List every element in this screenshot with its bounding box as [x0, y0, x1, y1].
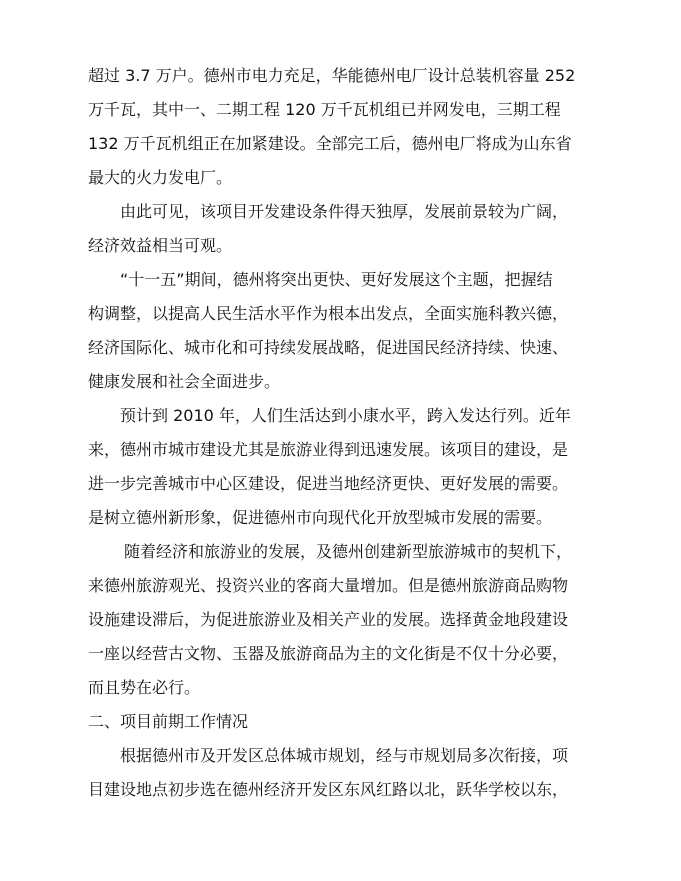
text-line: 一座以经营古文物、玉器及旅游商品为主的文化街是不仅十分必要，: [88, 644, 569, 663]
text-line: 进一步完善城市中心区建设，促进当地经济更快、更好发展的需要。: [88, 474, 569, 493]
text-line: 健康发展和社会全面进步。: [88, 372, 281, 391]
text-line: 预计到 2010 年，人们生活达到小康水平，跨入发达行列。近年: [120, 406, 571, 425]
text-line: 超过 3.7 万户。德州市电力充足，华能德州电厂设计总装机容量 252: [88, 66, 576, 85]
text-line: 根据德州市及开发区总体城市规划，经与市规划局多次衔接，项: [120, 746, 569, 765]
text-line: 目建设地点初步选在德州经济开发区东风红路以北，跃华学校以东，: [88, 780, 569, 799]
text-line: 132 万千瓦机组正在加紧建设。全部完工后，德州电厂将成为山东省: [88, 134, 572, 153]
text-line: 经济效益相当可观。: [88, 236, 233, 255]
section-heading: 二、项目前期工作情况: [88, 712, 249, 731]
text-line: 万千瓦，其中一、二期工程 120 万千瓦机组已并网发电，三期工程: [88, 100, 561, 119]
text-line: 而且势在必行。: [88, 678, 201, 697]
text-line: “十一五”期间，德州将突出更快、更好发展这个主题，把握结: [120, 270, 553, 289]
text-line: 随着经济和旅游业的发展，及德州创建新型旅游城市的契机下，: [124, 542, 573, 561]
text-line: 来德州旅游观光、投资兴业的客商大量增加。但是德州旅游商品购物: [88, 576, 569, 595]
text-line: 由此可见，该项目开发建设条件得天独厚，发展前景较为广阔，: [120, 202, 569, 221]
text-line: 经济国际化、城市化和可持续发展战略，促进国民经济持续、快速、: [88, 338, 569, 357]
text-line: 是树立德州新形象，促进德州市向现代化开放型城市发展的需要。: [88, 508, 553, 527]
text-line: 最大的火力发电厂。: [88, 168, 233, 187]
text-line: 设施建设滞后，为促进旅游业及相关产业的发展。选择黄金地段建设: [88, 610, 569, 629]
text-line: 构调整，以提高人民生活水平作为根本出发点，全面实施科教兴德，: [88, 304, 569, 323]
text-line: 来，德州市城市建设尤其是旅游业得到迅速发展。该项目的建设，是: [88, 440, 569, 459]
